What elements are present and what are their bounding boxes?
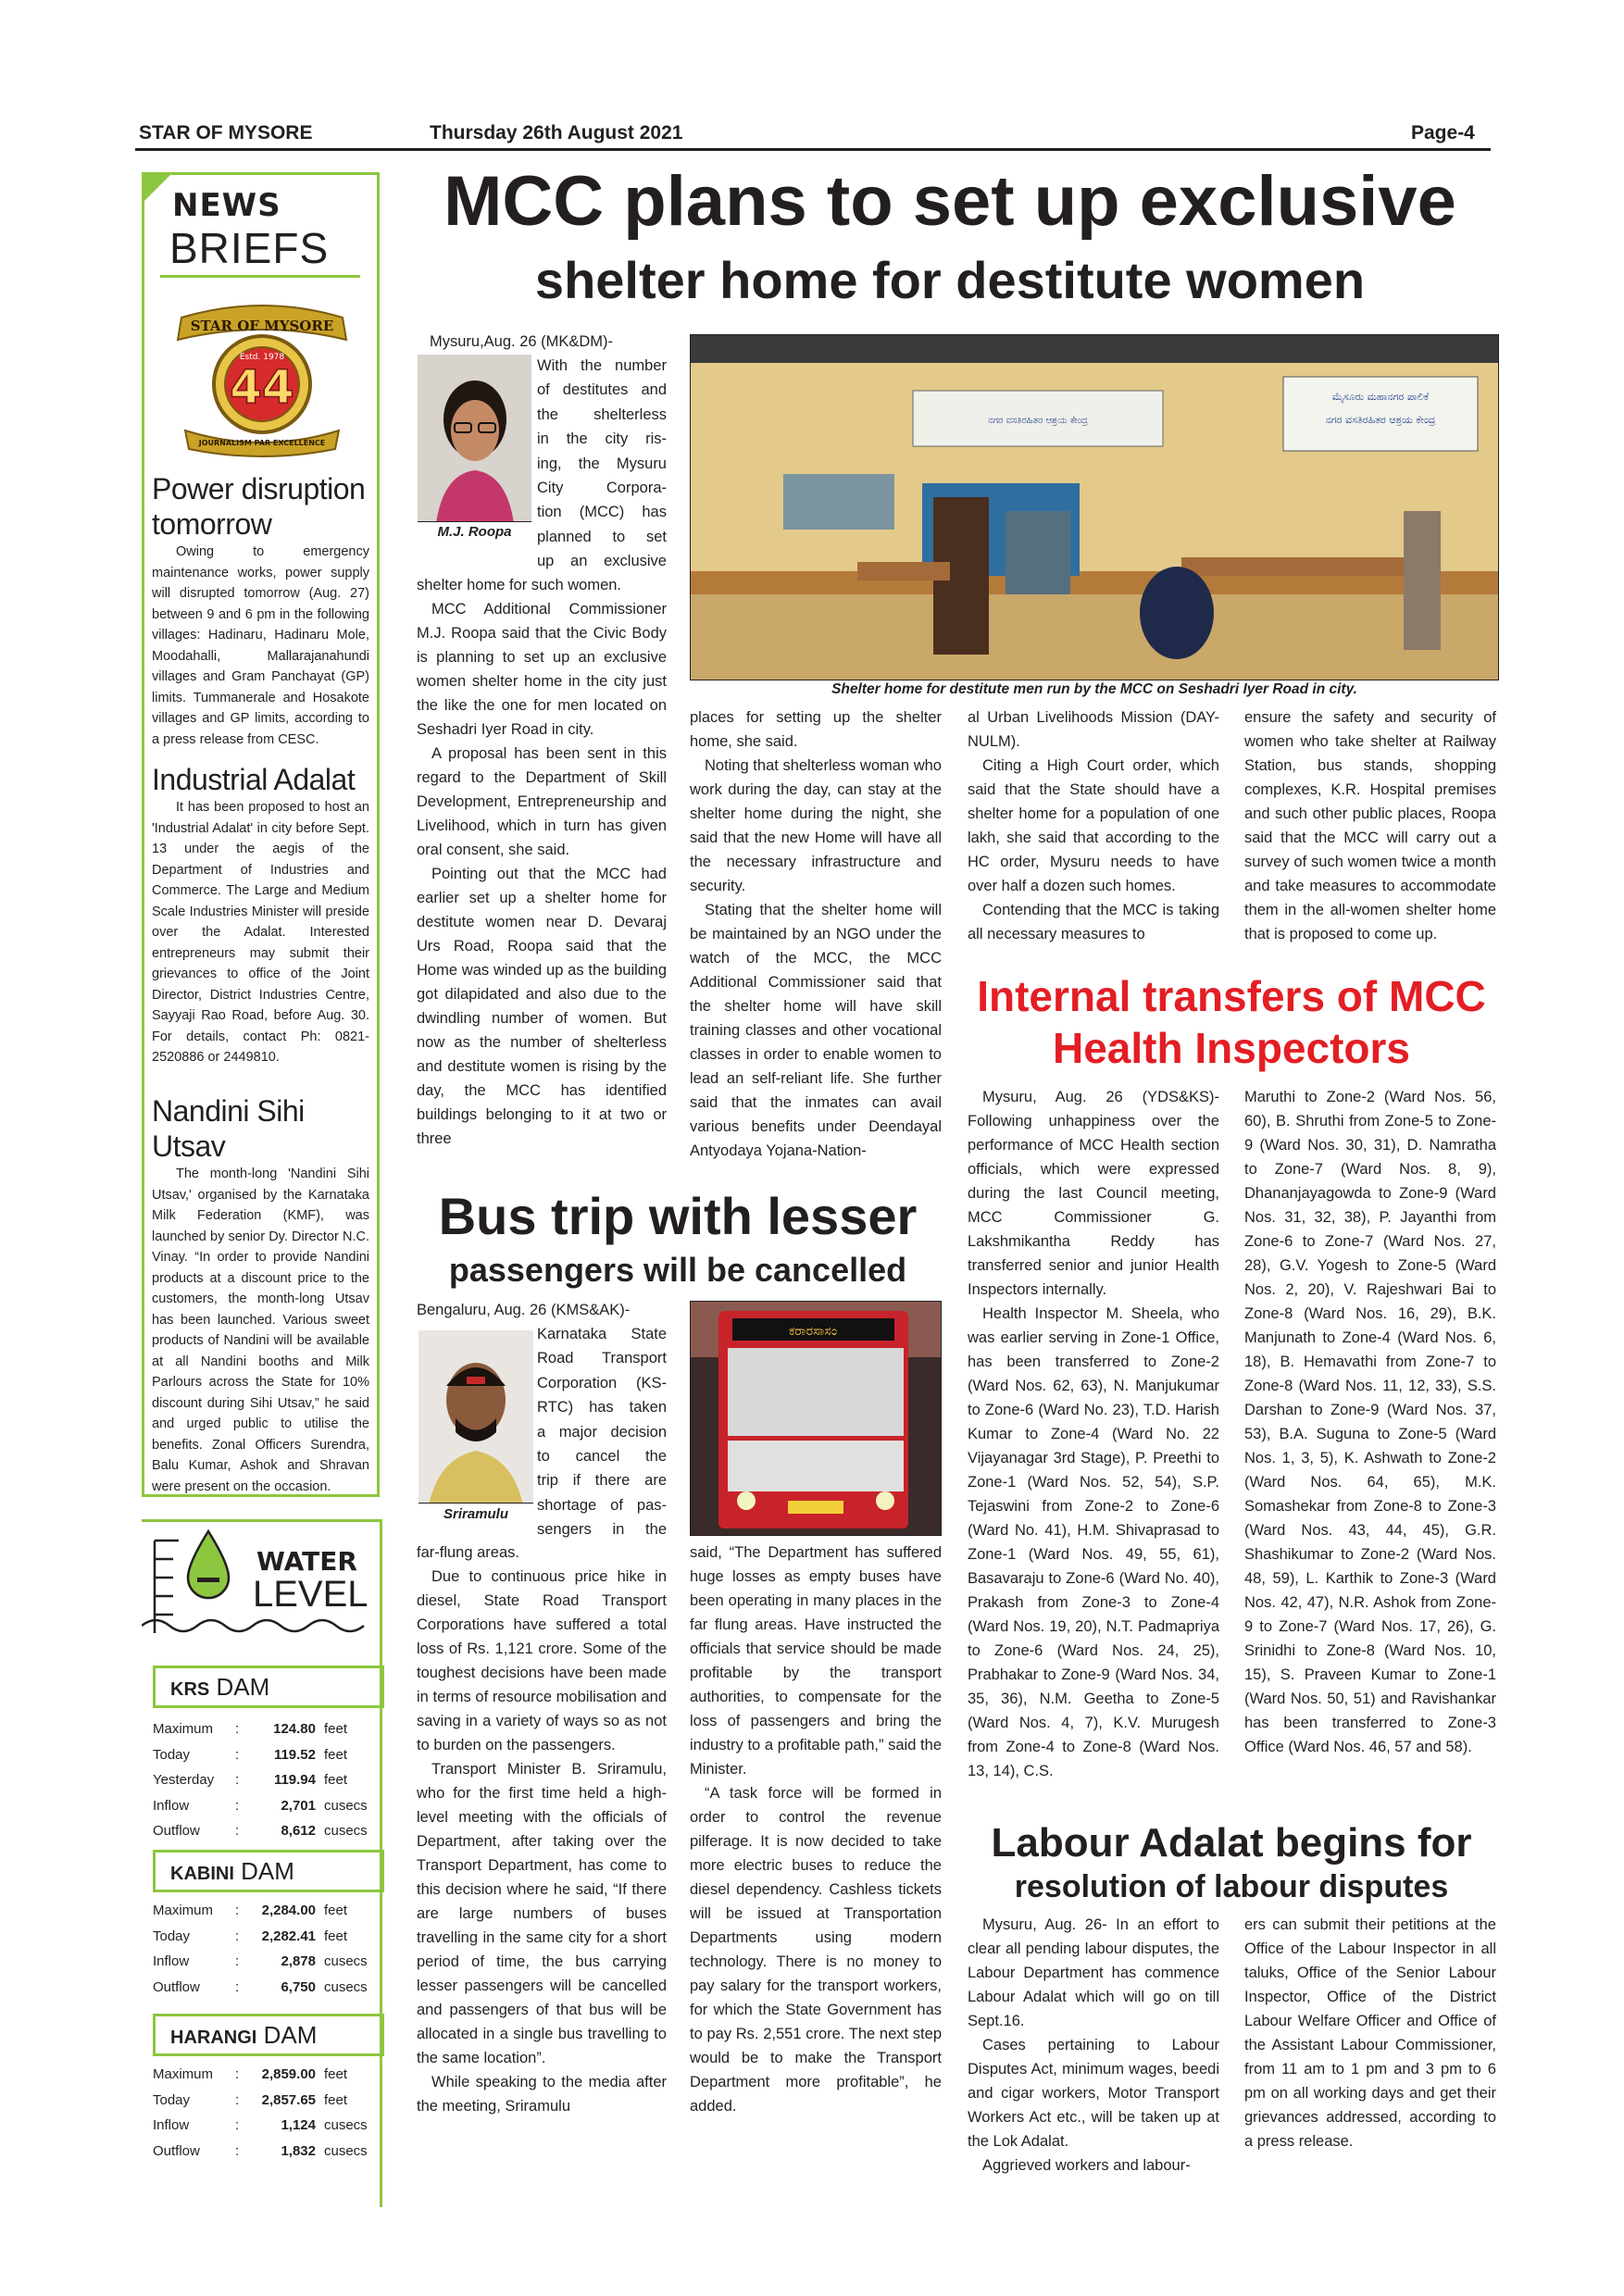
transfers-headline-2: Health Inspectors [1053,1024,1410,1072]
logo-estd: Estd. 1978 [239,353,285,362]
dateline-line: Mysuru,Aug. 26 (MK&DM)- [430,333,614,350]
brief-body-nandini: The month-long 'Nandini Sihi Utsav,' organised by the Karnataka Milk Federation (KMF), was launched by senior Dy. Director N.C. Vinay. “In order to provide Nandini products at a discount price to the customers, the month-long Utsav has been launched. Various sweet products of Nandini will be available at all Nandini booths and Milk Parlours across the State for 10% discount during Sihi Utsav,” he said and urged public to utilise the benefits. Zonal Officers Surendra, Balu Kumar, Ashok and Shravan were present on the occasion. [152,1167,369,1494]
water-level-box [142,1519,382,2207]
shelter-sign-kannada-1: ಮೈಸೂರು ಮಹಾನಗರ ಪಾಲಿಕೆ [1331,391,1430,403]
corner-accent [142,172,173,204]
logo-banner-text: STAR OF MYSORE [190,318,334,334]
brief-power [152,471,369,750]
bus-dateline-wrap [537,1322,667,1542]
shelter-photo-image [691,335,1498,680]
anniversary-logo [165,292,359,458]
bus-headline-2: passengers will be cancelled [448,1251,907,1289]
brief-body-power: Owing to emergency maintenance works, power supply will disrupted tomorrow (Aug. 27) between 9 and 6 pm in the following villages: Hadinaru, Hadinaru Mole, Moodahalli, Mallarajanahundi villages and Gram Panchayat (GP) limits. Tummanerale and Hosakote villages and GP limits, according to a press release from CESC. [152,544,369,747]
labour-headline-2: resolution of labour disputes [1014,1869,1449,1904]
main-headline-2: shelter home for destitute women [534,251,1366,309]
header-rule [135,148,1491,151]
dateline-line: City Corpora- [537,480,667,497]
briefs-title-bottom: BRIEFS [169,224,330,272]
dateline-line: Road Transport [537,1350,667,1367]
dateline-line: a major decision [537,1423,667,1441]
briefs-underline [160,275,360,278]
logo-years: 44 [230,360,294,414]
water-drop-icon [188,1531,229,1598]
main-col-4: ensure the safety and security of women who take shelter at Railway Station, bus stands, shopping complexes, K.R. Hospital premises and such other public places, Roopa said that the MCC will carry out a survey of such women twice a month and take measures to accommodate them in the all-women shelter home that is proposed to come up. [1244,709,1496,942]
brief-title-nandini: Nandini Sihi Utsav [152,1094,305,1163]
bus-headline-1: Bus trip with lesser [438,1187,918,1245]
dam-row: Inflow : 1,124 cusecs [153,2117,368,2133]
dam-row: Today : 2,857.65 feet [153,2091,348,2108]
sriramulu-portrait-image [418,1330,533,1525]
brief-adalat [152,762,369,1068]
main-col-3: al Urban Livelihoods Mission (DAY-NULM). Citing a High Court order, which said that the State should have a shelter home for a population of one lakh, she said that according to the HC order, Mysuru needs to have over half a dozen such homes. Contending that the MCC is taking all necessary measures to [968,709,1219,942]
bus-col-1: far-flung areas. Due to continuous price hike in diesel, State Road Transport Corporations have suffered a total loss of Rs. 1,121 crore. Some of the toughest decisions have been made in terms of resource mobilisation and saving in a variety of ways so as not to burden on the passengers. Transport Minister B. Sriramulu, who for the first time held a high-level meeting with the officials of Department, after taking over the Transport Department, has come to this decision where he said, “If there are large numbers of buses travelling in the same city for a short period of time, the bus carrying lesser passengers will be cancelled and passengers of that bus will be allocated in a single bus travelling to the same location”. While speaking to the media after the meeting, Sriramulu [417,1544,667,2115]
dam-header-harangi: HARANGI DAM [153,2014,384,2056]
transfers-col-1: Mysuru, Aug. 26 (YDS&KS)- Following unhappiness over the performance of MCC Health section officials, which were expressed during the last Council meeting, MCC Commissioner G. Lakshmikantha Reddy has transferred senior and junior Health Inspectors internally. Health Inspector M. Sheela, who was earlier serving in Zone-1 Office, has been transferred to Zone-2 (Ward Nos. 62, 63), N. Manjukumar to Zone-6 (Ward No. 23), T.D. Harish Kumar to Zone-4 (Ward No. 22 Vijayanagar 3rd Stage), P. Preethi to Zone-1 (Ward Nos. 52, 54), S.P. Tejaswini from Zone-2 to Zone-6 (Ward No. 41), H.M. Shivaprasad to Zone-1 (Ward Nos. 49, 55, 61), Basavaraju to Zone-6 (Ward No. 40), Prakash from Zone-3 to Zone-4 (Ward Nos. 19, 20), N.T. Padmapriya to Zone-6 (Ward Nos. 24, 25), Prabhakar to Zone-9 (Ward Nos. 34, 35, 36), N.M. Geetha to Zone-5 (Ward Nos. 4, 7), K.V. Murugesh from Zone-4 to Zone-8 (Ward Nos. 13, 14), C.S. [968,1089,1219,1779]
dateline-line: up an exclusive [537,553,667,570]
labour-headline-1: Labour Adalat begins for [991,1820,1472,1866]
dam-table-kabini [142,1898,380,2000]
bus-destination-sign: ಕರಾರಸಾಸಂ [788,1324,838,1339]
water-title-top: WATER [256,1546,357,1577]
main-headline-1: MCC plans to set up exclusive [443,162,1456,241]
dam-row: Outflow : 6,750 cusecs [153,1978,368,1995]
dam-row: Today : 2,282.41 feet [153,1928,348,1944]
dateline-line: RTC) has taken [537,1399,667,1416]
dam-row: Inflow : 2,878 cusecs [153,1953,368,1969]
dateline-line: of destitutes and [537,381,667,399]
dam-row: Outflow : 8,612 cusecs [153,1823,368,1839]
dam-header-krs: KRS DAM [153,1666,384,1708]
dateline-line: planned to set [537,528,667,545]
roopa-portrait-image [418,355,531,542]
shelter-banner-kannada: ನಗರ ವಸತಿರಹಿತರ ಆಶ್ರಯ ಕೇಂದ್ರ [988,416,1088,426]
logo-motto: JOURNALISM PAR EXCELLENCE [198,439,326,447]
brief-nandini [152,1093,369,1497]
dam-name-krs: KRS [170,1679,210,1700]
dateline-line: tion (MCC) has [537,504,667,521]
dam-row: Yesterday : 119.94 feet [153,1772,348,1788]
dam-row: Today : 119.52 feet [153,1746,348,1763]
dam-name-harangi: HARANGI [170,2028,257,2048]
bus-photo [690,1301,942,1536]
main-col-1: shelter home for such women. MCC Additional Commissioner M.J. Roopa said that the Civic Body is planning to set up an exclusive women shelter home in the city just the like the one for men located on Seshadri Iyer Road in city. A proposal has been sent in this regard to the Department of Skill Development, Entrepreneurship and Livelihood, which in turn has given oral consent, she said. Pointing out that the MCC had earlier set up a shelter home for destitute women near D. Devaraj Urs Road, Roopa said that the Home was winded up as the building got dilapidated and also due to the dwindling number of women. But now as the number of shelterless and destitute women is rising by the day, the MCC has identified buildings belonging to it at two or three [417,577,667,1147]
labour-col-2: ers can submit their petitions at the Office of the Labour Inspector in all taluks, Office of the Senior Labour Inspector, Office of the District Labour Welfare Officer and Office of the Assistant Labour Commissioner, from 11 am to 1 pm and 3 pm to 6 pm on all working days and get their grievances addressed, according to a press release. [1244,1916,1496,2150]
shelter-photo-caption: Shelter home for destitute men run by the MCC on Seshadri Iyer Road in city. [831,681,1357,697]
shelter-photo [690,334,1499,680]
dateline-line: Corporation (KS- [537,1374,667,1391]
paper-name: STAR OF MYSORE [139,122,313,144]
dateline-line: in the city ris- [537,430,667,448]
issue-date: Thursday 26th August 2021 [430,122,683,144]
dateline-line: the shelterless [537,406,667,423]
dam-row: Inflow : 2,701 cusecs [153,1797,368,1814]
main-dateline-wrap [537,354,667,574]
brief-title-power: Power disruption tomorrow [152,472,366,541]
page-number: Page-4 [1411,122,1475,144]
roopa-photo [418,355,531,542]
dam-row: Outflow : 1,832 cusecs [153,2142,368,2159]
brief-title-adalat: Industrial Adalat [152,763,356,796]
briefs-title-top: NEWS [172,187,281,224]
transfers-headline-1: Internal transfers of MCC [977,972,1486,1020]
dateline-line: trip if there are [537,1472,667,1490]
dateline-line: shortage of pas- [537,1496,667,1514]
sriramulu-photo [418,1330,533,1525]
dateline-line: With the number [537,357,667,374]
news-briefs-box [142,172,380,1497]
bus-dateline-line1: Bengaluru, Aug. 26 (KMS&AK)- [417,1302,631,1318]
shelter-sign-kannada-2: ನಗರ ವಸತಿರಹಿತರ ಆಶ್ರಯ ಕೇಂದ್ರ [1325,414,1436,426]
bus-photo-image [691,1302,941,1535]
water-title-bottom: LEVEL [253,1574,369,1615]
labour-col-1: Mysuru, Aug. 26- In an effort to clear all pending labour disputes, the Labour Department has commence Labour Adalat which will go on till Sept.16. Cases pertaining to Labour Disputes Act, minimum wages, beedi and cigar workers, Motor Transport Workers Act etc., will be taken up at the Lok Adalat. Aggrieved workers and labour- [968,1916,1219,2174]
main-dateline [430,330,667,354]
dateline-line: to cancel the [537,1448,667,1466]
dam-row: Maximum : 2,284.00 feet [153,1903,348,1918]
dateline-line: sengers in the [537,1521,667,1539]
dam-table-krs [142,1716,380,1844]
sriramulu-caption: Sriramulu [418,1503,533,1525]
dam-row: Maximum : 2,859.00 feet [153,2066,348,2082]
dam-table-harangi [142,2062,380,2164]
bus-col-2: said, “The Department has suffered huge losses as empty buses have been operating in many places in the far flung areas. Have instructed the officials that service should be made profitable by the transport authorities, to compensate for the loss of passengers and bring the industry to a profitable path,” said the Minister. “A task force will be formed in order to control the revenue pilferage. It is now decided to take more electric buses to reduce the diesel dependency. Cashless tickets will be issued at Transportation Departments using modern technology. There is no money to pay salary for the transport workers, for which the State Government has to pay Rs. 2,551 crore. The next step would be to make the Transport Department more profitable”, he added. [690,1544,942,2115]
dam-name-kabini: KABINI [170,1864,234,1884]
dateline-line: ing, the Mysuru [537,455,667,472]
dateline-line: Karnataka State [537,1326,667,1342]
brief-body-adalat: It has been proposed to host an 'Industrial Adalat' in city before Sept. 13 under the aegis of the Department of Industries and Commerce. The Large and Medium Scale Industries Minister will preside over the Adalat. Interested entrepreneurs may submit their grievances to office of the Joint Director, District Industries Centre, Sayyaji Rao Road, before Aug. 30. For details, contact Ph: 0821-2520886 or 2449810. [152,800,369,1065]
roopa-caption: M.J. Roopa [418,521,531,542]
transfers-col-2: Maruthi to Zone-2 (Ward Nos. 56, 60), B. Shruthi from Zone-5 to Zone-9 (Ward Nos. 30, 31), D. Namratha to Zone-7 (Ward Nos. 8, 9), Dhananjayagowda to Zone-9 (Ward Nos. 31, 32, 38), P. Jayanthi from Zone-6 to Zone-7 (Ward Nos. 27, 28), G.V. Yogesh to Zone-5 (Ward Nos. 2, 20), V. Rajeshwari Bai to Zone-8 (Ward Nos. 16, 29), B.K. Manjunath to Zone-4 (Ward Nos. 6, 18), B. Hemavathi from Zone-7 to Zone-8 (Ward Nos. 11, 12, 33), S.S. Darshan to Zone-9 (Ward Nos. 37, 53), B.A. Suguna to Zone-5 (Ward Nos. 1, 3, 5), K. Ashwath to Zone-2 (Ward Nos. 64, 65), M.K. Somashekar from Zone-8 to Zone-3 (Ward Nos. 43, 44, 45), G.R. Shashikumar to Zone-2 (Ward Nos. 48, 59), L. Karthik to Zone-3 (Ward Nos. 42, 47), N.R. Ashok from Zone-9 to Zone-7 (Ward Nos. 17, 26), G. Srinidhi to Zone-8 (Ward Nos. 10, 15), S. Praveen Kumar to Zone-1 (Ward Nos. 50, 51) and Ravishankar has been transferred to Zone-3 Office (Ward Nos. 46, 57 and 58). [1244,1089,1496,1755]
dam-row: Maximum : 124.80 feet [153,1721,348,1737]
main-col-2: places for setting up the shelter home, she said. Noting that shelterless woman who work during the day, can stay at the shelter home during the night, she said that the new Home will have all the necessary infrastructure and security. Stating that the shelter home will be maintained by an NGO under the watch of the MCC, the MCC Additional Commissioner said that the shelter home will have skill training classes and other vocational classes in order to enable women to lead an self-reliant life. She further said that the inmates can avail various benefits under Deendayal Antyodaya Yojana-Nation- [690,709,942,1159]
dam-header-kabini: KABINI DAM [153,1850,384,1892]
